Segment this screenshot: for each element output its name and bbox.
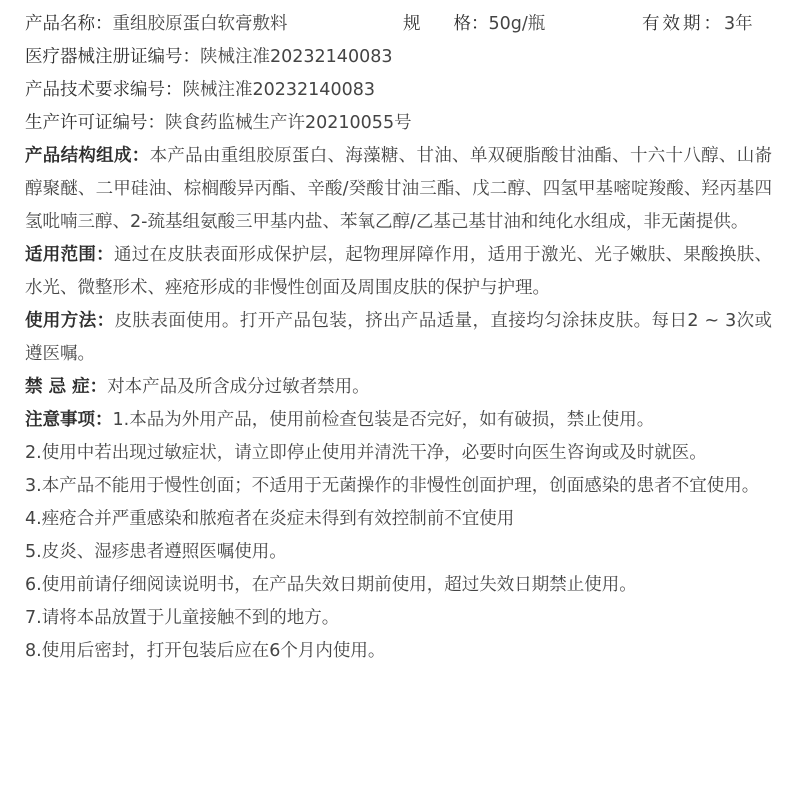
composition-section	[25, 140, 772, 239]
device-reg-value: 陕械注准20232140083	[200, 47, 393, 67]
precaution-item-4: 4.痤疮合并严重感染和脓疱者在炎症未得到有效控制前不宜使用	[25, 509, 515, 529]
precaution-item-2: 2.使用中若出现过敏症状，请立即停止使用并清洗干净，必要时向医生咨询或及时就医。	[25, 443, 707, 463]
tech-req-label: 产品技术要求编号：	[25, 80, 183, 100]
production-license-value: 陕食药监械生产许20210055号	[165, 113, 412, 133]
precaution-item	[25, 470, 772, 503]
spec-colon: ：	[471, 14, 489, 34]
contraindications-value: 对本产品及所含成分过敏者禁用。	[107, 377, 370, 397]
precaution-item-3: 3.本产品不能用于慢性创面；不适用于无菌操作的非慢性创面护理，创面感染的患者不宜使用。	[25, 476, 760, 496]
spec-label: 规格	[403, 14, 471, 34]
precaution-item-6: 6.使用前请仔细阅读说明书，在产品失效日期前使用，超过失效日期禁止使用。	[25, 575, 637, 595]
precaution-item-7: 7.请将本品放置于儿童接触不到的地方。	[25, 608, 340, 628]
precaution-item	[25, 503, 772, 536]
validity-value: 3年	[724, 14, 753, 34]
device-reg-label: 医疗器械注册证编号：	[25, 47, 200, 67]
precaution-item	[25, 569, 772, 602]
precaution-item	[25, 635, 772, 668]
spec-field	[403, 8, 545, 41]
scope-section	[25, 239, 772, 305]
precaution-item-1: 1.本品为外用产品，使用前检查包装是否完好，如有破损，禁止使用。	[112, 410, 655, 430]
scope-value: 通过在皮肤表面形成保护层，起物理屏障作用，适用于激光、光子嫩肤、果酸换肤、水光、微整形术、痤疮形成的非慢性创面及周围皮肤的保护与护理。	[25, 245, 773, 298]
spec-value: 50g/瓶	[488, 14, 546, 34]
composition-value: 本产品由重组胶原蛋白、海藻糖、甘油、单双硬脂酸甘油酯、十六十八醇、山嵛醇聚醚、二甲硅油、棕榈酸异丙酯、辛酸/癸酸甘油三酯、戊二醇、四氢甲基嘧啶羧酸、羟丙基四氢吡喃三醇、2-巯基组氨酸三甲基内盐、苯氧乙醇/乙基己基甘油和纯化水组成，非无菌提供。	[25, 146, 773, 232]
validity-field	[642, 8, 753, 41]
precautions-section	[25, 404, 772, 437]
composition-label: 产品结构组成：	[25, 146, 150, 166]
production-license-row	[25, 107, 772, 140]
production-license-label: 生产许可证编号：	[25, 113, 165, 133]
precaution-item	[25, 437, 772, 470]
precautions-label: 注意事项：	[25, 410, 113, 430]
device-registration-row	[25, 41, 772, 74]
usage-value: 皮肤表面使用。打开产品包装，挤出产品适量，直接均匀涂抹皮肤。每日2 ~ 3次或遵医嘱。	[25, 311, 773, 364]
contraindications-label: 禁 忌 症：	[25, 377, 108, 397]
validity-label: 有效期：	[642, 14, 724, 34]
product-name-field	[25, 8, 288, 41]
tech-requirement-row	[25, 74, 772, 107]
precaution-item	[25, 536, 772, 569]
product-name-value: 重组胶原蛋白软膏敷料	[112, 14, 288, 34]
precaution-item-5: 5.皮炎、湿疹患者遵照医嘱使用。	[25, 542, 287, 562]
precaution-item-8: 8.使用后密封，打开包装后应在6个月内使用。	[25, 641, 386, 661]
scope-label: 适用范围：	[25, 245, 114, 265]
usage-label: 使用方法：	[25, 311, 115, 331]
usage-section	[25, 305, 772, 371]
tech-req-value: 陕械注准20232140083	[182, 80, 375, 100]
header-row	[25, 8, 772, 41]
precaution-item	[25, 602, 772, 635]
product-name-label: 产品名称：	[25, 14, 113, 34]
contraindications-section	[25, 371, 772, 404]
